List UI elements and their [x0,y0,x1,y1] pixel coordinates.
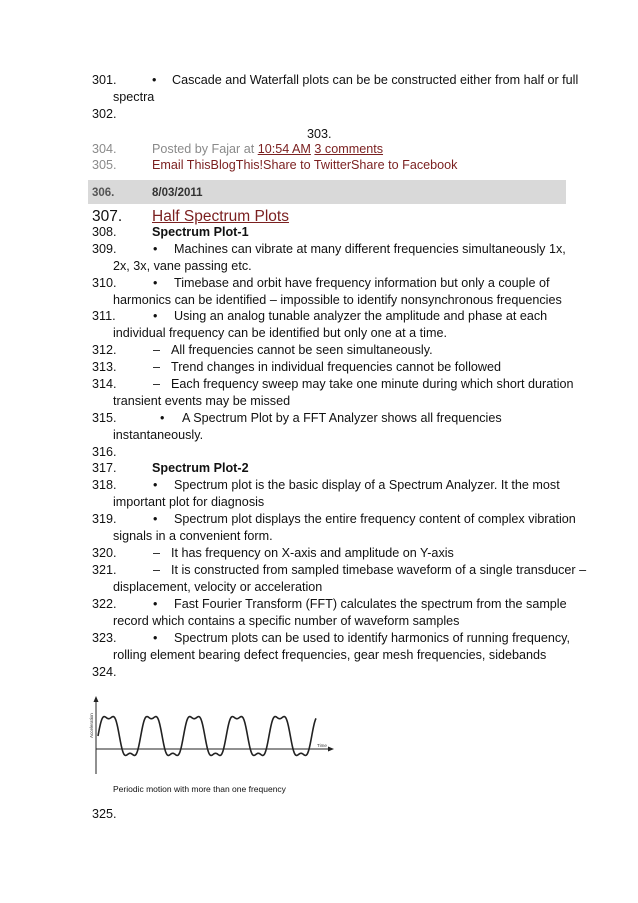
line-324: 324. [92,665,117,679]
line-311-continuation: individual frequency can be identified but only one at a time. [113,326,447,340]
line-319-continuation: signals in a convenient form. [113,529,273,543]
line-number: 320. [92,546,117,560]
line-315-continuation: instantaneously. [113,428,204,442]
line-text: Machines can vibrate at many different frequencies simultaneously 1x, [174,242,566,256]
periodic-motion-figure [90,696,340,778]
line-number: 309. [92,242,117,256]
bullet: • [153,597,158,611]
line-number: 317. [92,461,117,475]
line-314 [0,376,638,392]
line-number: 315. [92,411,117,425]
waveform-line [98,717,316,756]
line-number: 313. [92,360,117,374]
line-315 [0,410,638,426]
post-time-link[interactable]: 10:54 AM [257,142,311,156]
line-310-continuation: harmonics can be identified – impossible to identify nonsynchronous frequencies [113,293,562,307]
bullet: • [153,276,158,290]
line-text: All frequencies cannot be seen simultaneously. [171,343,433,357]
line-325: 325. [92,807,117,821]
line-number: 318. [92,478,117,492]
dash: – [153,343,161,357]
dash: – [153,377,161,391]
post-footer [0,141,638,157]
bullet: • [153,242,158,256]
line-number: 301. [92,73,117,87]
line-number: 312. [92,343,117,357]
posted-by-text: Posted by Fajar at [152,142,258,156]
line-number: 314. [92,377,117,391]
line-301 [0,72,638,88]
line-text: Using an analog tunable analyzer the amplitude and phase at each [174,309,548,323]
bullet: • [153,478,158,492]
line-303: 303. [307,127,332,141]
y-axis-label: Acceleration [89,713,94,738]
line-318-continuation: important plot for diagnosis [113,495,265,509]
line-number: 319. [92,512,117,526]
share-links-line [0,157,638,173]
share-links[interactable]: Email ThisBlogThis!Share to TwitterShare to Facebook [152,158,458,172]
dash: – [153,563,161,577]
line-322-continuation: record which contains a specific number of waveform samples [113,614,460,628]
line-308 [0,224,638,240]
post-date: 8/03/2011 [152,187,203,199]
line-number: 306. [92,187,115,199]
line-301-continuation: spectra [113,90,155,104]
line-316: 316. [92,445,117,459]
y-axis-arrow [94,696,99,702]
line-312 [0,342,638,358]
line-322 [0,596,638,612]
line-text: Fast Fourier Transform (FFT) calculates the spectrum from the sample [174,597,567,611]
line-302: 302. [92,107,117,121]
line-323 [0,630,638,646]
line-321-continuation: displacement, velocity or acceleration [113,580,323,594]
line-314-continuation: transient events may be missed [113,394,291,408]
line-number: 308. [92,225,117,239]
line-text: A Spectrum Plot by a FFT Analyzer shows all frequencies [182,411,502,425]
line-text: Spectrum plot is the basic display of a Spectrum Analyzer. It the most [174,478,560,492]
x-axis-arrow [328,747,334,752]
line-309 [0,241,638,257]
line-text: It has frequency on X-axis and amplitude on Y-axis [171,546,454,560]
line-321 [0,562,638,578]
line-313 [0,359,638,375]
line-318 [0,477,638,493]
line-text: Spectrum plots can be used to identify harmonics of running frequency, [174,631,570,645]
line-text: Each frequency sweep may take one minute during which short duration [171,377,574,391]
bullet: • [160,411,165,425]
bullet: • [153,512,158,526]
line-311 [0,308,638,324]
bullet: • [153,309,158,323]
line-text: Trend changes in individual frequencies cannot be followed [171,360,501,374]
section-heading: Spectrum Plot-1 [152,225,249,239]
line-number: 310. [92,276,117,290]
comments-link[interactable]: 3 comments [314,142,384,156]
line-number: 304. [92,142,117,156]
dash: – [153,360,161,374]
line-text: Cascade and Waterfall plots can be be constructed either from half or full [172,73,579,87]
line-320 [0,545,638,561]
figure-caption: Periodic motion with more than one frequency [113,784,286,794]
line-309-continuation: 2x, 3x, vane passing etc. [113,259,252,273]
line-number: 321. [92,563,117,577]
line-number: 311. [92,309,116,323]
dash: – [153,546,161,560]
line-317 [0,460,638,476]
bullet: • [153,631,158,645]
line-319 [0,511,638,527]
line-text: It is constructed from sampled timebase waveform of a single transducer – [171,563,587,577]
x-axis-label: Time [317,743,327,748]
date-header [0,185,638,201]
post-title-link[interactable]: Half Spectrum Plots [152,208,289,225]
section-heading: Spectrum Plot-2 [152,461,249,475]
line-323-continuation: rolling element bearing defect frequencies, gear mesh frequencies, sidebands [113,648,547,662]
line-text: Spectrum plot displays the entire frequency content of complex vibration [174,512,576,526]
line-number: 323. [92,631,117,645]
bullet: • [152,73,157,87]
line-text: Timebase and orbit have frequency information but only a couple of [174,276,550,290]
line-number: 305. [92,158,117,172]
line-310 [0,275,638,291]
line-number: 322. [92,597,117,611]
line-number: 307. [92,208,123,225]
